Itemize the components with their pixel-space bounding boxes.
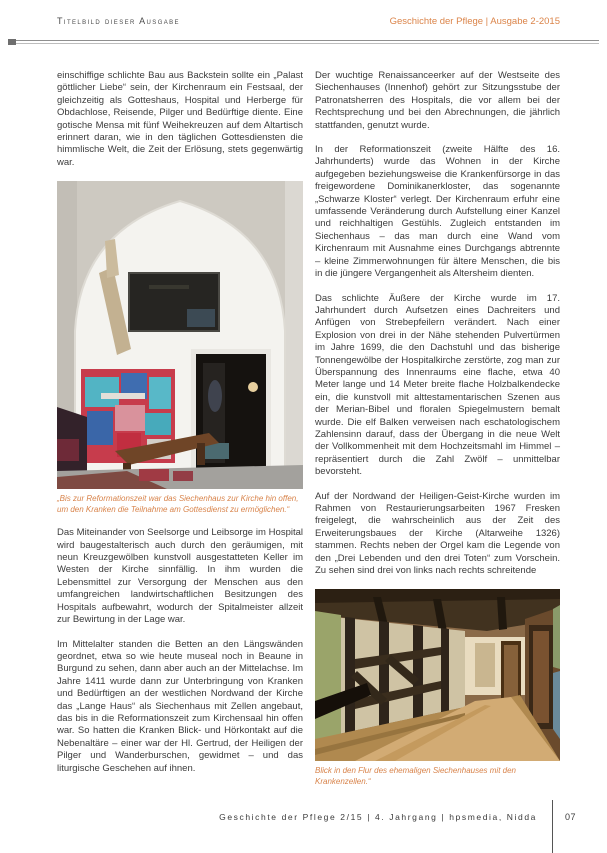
corridor-photo bbox=[315, 589, 560, 761]
right-column bbox=[315, 70, 560, 799]
doorway-light bbox=[248, 382, 258, 392]
photo-caption: „Bis zur Reformationszeit war das Siechenhaus zur Kirche hin offen, um den Kranken die Teilnahme am Gottesdienst zu ermöglichen.“ bbox=[57, 494, 299, 514]
header-rule-notch bbox=[8, 39, 16, 45]
footer-imprint: Geschichte der Pflege 2/15 | 4. Jahrgang | hpsmedia, Nidda bbox=[219, 812, 537, 822]
body-paragraph: Im Mittelalter standen die Betten an den Längswänden geordnet, etwa so wie heute museal noch in Beaune in Burgund zu sehen, dann aber auch an der Mittelachse. Im Jahre 1411 wurde dann zur Unterbringung von Kranken und Bedürftigen an der westlichen Nordwand der Kirche das „Lange Haus“ als Siechenhaus mit Zellen angebaut, das bis in die Reformationszeit zum Kirchensaal hin offen war. So hatten die Kranken Blick- und Hörkontakt auf die Nebenaltäre – einer war der Hl. Gertrud, der Heiligen der Pilger und Wanderburschen, gewidmet – und das liturgische Geschehen auf ihnen. bbox=[57, 638, 303, 774]
body-paragraph: einschiffige schlichte Bau aus Backstein sollte ein „Palast göttlicher Liebe“ sein, der Kirchenraum ein Festsaal, der gleichzeitig als Gotteshaus, Hospital und Herberge für Obdachlose, Reisende, Pilger und Bedürftige diente. Eine gotische Mensa mit fünf Weihekreuzen auf dem Altartisch erinnert daran, wie in den täglichen Gottesdiensten die himmlische Welt, die Zeit der Erlösung, stets gegenwärtig war. bbox=[57, 70, 303, 168]
header-rule bbox=[8, 40, 599, 44]
church-interior-photo bbox=[57, 181, 303, 489]
body-paragraph: Der wuchtige Renaissanceerker auf der Westseite des Siechenhauses (Innenhof) gehört zur Sitzungsstube der Patronatsherren des Hospitals, die vor allem bei der Rechtsprechung und bei den Abrechnungen, die jährlich stattfanden, genutzt wurde. bbox=[315, 70, 560, 131]
photo-caption: Blick in den Flur des ehemaligen Siechenhauses mit den Krankenzellen.“ bbox=[315, 766, 517, 786]
body-paragraph: Auf der Nordwand der Heiligen-Geist-Kirche wurden im Rahmen von Restaurierungsarbeiten 1967 Fresken freigelegt, die wahrscheinlich aus der Zeit des Erweiterungsbaues der Kirche (Altarweihe 1326) stammen. Rechts neben der Orgel kam die Legende von den „Drei Lebenden und den drei Toten“ zum Vorschein. Zu sehen sind drei von links nach rechts schreitende bbox=[315, 490, 560, 577]
running-head-left: Titelbild dieser Ausgabe bbox=[57, 16, 180, 26]
left-column bbox=[57, 70, 303, 787]
body-paragraph: Das Miteinander von Seelsorge und Leibsorge im Hospital wird baugestalterisch auch durch den geräumigen, mit neun Kreuzgewölben kunstvoll ausgestatteten Keller im Westen der Kirche sinnfällig. In ihm wurden die Lebensmittel zur Versorgung der Menschen aus den umfangreichen landwirtschaftlichen Besitzungen des Hospitals aufbewahrt, wodurch der Spitalmeister allzeit zur Bewirtung in der Lage war. bbox=[57, 527, 303, 626]
footer-divider bbox=[552, 800, 553, 853]
page-number: 07 bbox=[565, 812, 577, 822]
body-paragraph: Das schlichte Äußere der Kirche wurde im 17. Jahrhundert durch Aufsetzen eines Dachreiters und Anfügen von Strebepfeilern verändert. Nach einer Explosion von drei in der Nähe stehenden Pulvertürmen im Jahre 1699, die den Dachstuhl und das bisherige Tonnengewölbe der Hospitalkirche zerstörte, zog man zur Überspannung des Innenraums eine flache, etwa 40 Meter lange und 14 Meter breite flache Holzbalkendecke ein, die kunstvoll mit alttestamentarischen Szenen aus der Merian-Bibel und floralen Spiegelmustern bemalt wurde. Die elf Balken verweisen nach eschatologischem Zahlensinn darauf, dass der Übergang in die neue Welt der Vollkommenheit mit dem Hochzeitsmahl im Himmel – repräsentiert durch die Zahl Zwölf – unmittelbar bevorsteht. bbox=[315, 292, 560, 478]
running-head-right: Geschichte der Pflege | Ausgabe 2-2015 bbox=[389, 16, 560, 27]
body-paragraph: In der Reformationszeit (zweite Hälfte des 16. Jahrhunderts) wurde das Wohnen in der Kirche aufgegeben beziehungsweise die Krankenfürsorge in das freigewordene Dominikanerkloster, das sogenannte „Schwarze Kloster“ verlegt. Der Kirchenraum erfuhr eine umfassende Veränderung durch Aufstellung einer Kanzel und reichhaltigen Gestühls. Zugleich entstanden im Siechenhaus – das man durch eine Wand vom Kirchenraum mit Ausnahme eines Durchgangs abtrennte – kleine Zimmerwohnungen für ältere Menschen, die bis in die jüngere Vergangenheit als Altersheim dienten. bbox=[315, 144, 560, 280]
